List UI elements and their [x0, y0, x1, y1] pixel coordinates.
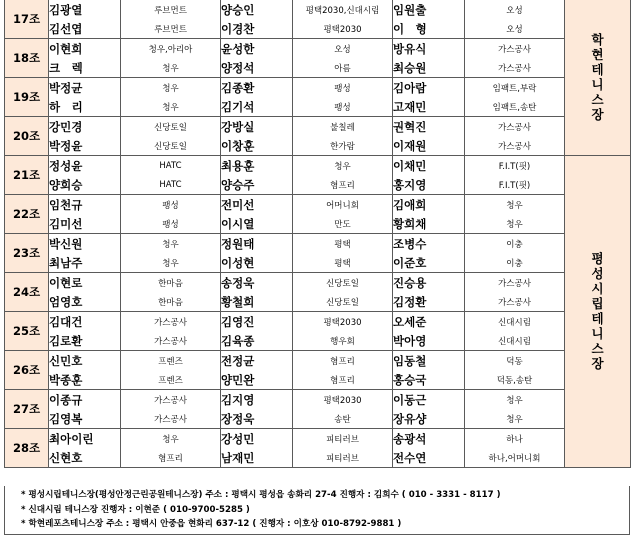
table-row — [5, 390, 631, 410]
player-name: 이재원 — [393, 136, 465, 156]
group-number: 26조 — [5, 351, 49, 390]
player-club: 청우 — [293, 156, 393, 176]
player-name: 김정환 — [393, 292, 465, 312]
table-row — [5, 19, 631, 39]
table-row — [5, 58, 631, 78]
player-club: 하나,어머니회 — [465, 448, 565, 468]
player-name: 이현희 — [49, 39, 121, 59]
player-name: 최용훈 — [221, 156, 293, 176]
player-club: 가스공사 — [465, 292, 565, 312]
player-club: 청우 — [465, 214, 565, 234]
player-club: 행우회 — [293, 331, 393, 351]
player-name: 박정균 — [49, 78, 121, 98]
player-club: 오성 — [293, 39, 393, 59]
player-name: 전미선 — [221, 195, 293, 215]
table-row — [5, 195, 631, 215]
player-club: 신당토일 — [121, 117, 221, 137]
player-club: 혐프리 — [293, 370, 393, 390]
player-club: 하나 — [465, 429, 565, 449]
player-name: 김대건 — [49, 312, 121, 332]
player-club: 덕동 — [465, 351, 565, 371]
player-name: 박종훈 — [49, 370, 121, 390]
player-club: 혐프리 — [121, 448, 221, 468]
table-row — [5, 448, 631, 468]
player-club: 신당토일 — [293, 273, 393, 293]
player-club: 프렌즈 — [121, 351, 221, 371]
player-club: 가스공사 — [465, 58, 565, 78]
player-club: 평택2030 — [293, 19, 393, 39]
group-number: 24조 — [5, 273, 49, 312]
player-name: 전수연 — [393, 448, 465, 468]
player-name: 크 렉 — [49, 58, 121, 78]
group-draw-table — [4, 0, 631, 468]
table-row — [5, 429, 631, 449]
group-number: 28조 — [5, 429, 49, 468]
player-name: 장유샹 — [393, 409, 465, 429]
player-name: 강민경 — [49, 117, 121, 137]
player-name: 김종환 — [221, 78, 293, 98]
player-club: 송탄 — [293, 409, 393, 429]
player-name: 고재민 — [393, 97, 465, 117]
player-club: 가스공사 — [121, 390, 221, 410]
player-name: 양희승 — [49, 175, 121, 195]
player-club: 가스공사 — [465, 136, 565, 156]
group-number: 23조 — [5, 234, 49, 273]
player-name: 이창훈 — [221, 136, 293, 156]
player-club: 팽성 — [293, 97, 393, 117]
table-row — [5, 234, 631, 254]
table-row — [5, 273, 631, 293]
player-name: 양정석 — [221, 58, 293, 78]
player-club: 혐프리 — [293, 175, 393, 195]
player-name: 최아이린 — [49, 429, 121, 449]
player-club: 청우,아리아 — [121, 39, 221, 59]
player-name: 이성현 — [221, 253, 293, 273]
group-number: 22조 — [5, 195, 49, 234]
table-row — [5, 370, 631, 390]
player-club: 청우 — [121, 58, 221, 78]
player-club: 피티러브 — [293, 448, 393, 468]
player-name: 김애희 — [393, 195, 465, 215]
table-row — [5, 331, 631, 351]
venue-label: 학현테니스장 — [591, 32, 604, 122]
player-name: 신민호 — [49, 351, 121, 371]
table-row — [5, 409, 631, 429]
player-club: 팽성 — [121, 195, 221, 215]
player-club: 신대시림 — [465, 331, 565, 351]
player-name: 송정욱 — [221, 273, 293, 293]
player-name: 박신원 — [49, 234, 121, 254]
group-number: 21조 — [5, 156, 49, 195]
player-club: 신대시림 — [465, 312, 565, 332]
player-name: 이시열 — [221, 214, 293, 234]
player-club: 평택 — [293, 234, 393, 254]
player-name: 최남주 — [49, 253, 121, 273]
player-name: 박정윤 — [49, 136, 121, 156]
table-row — [5, 253, 631, 273]
player-club: 피티러브 — [293, 429, 393, 449]
player-name: 권혁진 — [393, 117, 465, 137]
player-name: 윤성한 — [221, 39, 293, 59]
player-club: 팽성 — [293, 78, 393, 98]
venue-label: 평성시립테니스장 — [591, 251, 604, 371]
player-name: 김영진 — [221, 312, 293, 332]
player-club: HATC — [121, 156, 221, 176]
player-club: 임팩트,송탄 — [465, 97, 565, 117]
player-club: 청우 — [121, 234, 221, 254]
player-name: 남재민 — [221, 448, 293, 468]
player-club: 팽성 — [121, 214, 221, 234]
player-club: 만도 — [293, 214, 393, 234]
player-club: 어머니회 — [293, 195, 393, 215]
player-club: 신당토일 — [293, 292, 393, 312]
venue-notes — [4, 486, 630, 535]
player-club: 가스공사 — [121, 312, 221, 332]
player-name: 김아람 — [393, 78, 465, 98]
player-club: 오성 — [465, 0, 565, 19]
table-row — [5, 97, 631, 117]
player-club: 불칠레 — [293, 117, 393, 137]
player-club: F.I.T(핏) — [465, 175, 565, 195]
table-row — [5, 175, 631, 195]
group-number: 19조 — [5, 78, 49, 117]
player-name: 이현로 — [49, 273, 121, 293]
player-name: 강방실 — [221, 117, 293, 137]
table-row — [5, 39, 631, 59]
note-line: * 학현레포츠테니스장 주소 : 평택시 안중읍 현화리 637-12 ( 진행자 : 이호상 010-8792-9881 ) — [21, 519, 402, 529]
player-club: 프렌즈 — [121, 370, 221, 390]
player-club: 가스공사 — [465, 39, 565, 59]
note-line: * 평성시립테니스장(평성안정근린공원테니스장) 주소 : 평택시 평성읍 송화리 27-4 진행자 : 김희수 ( 010 - 3331 - 8117 ) — [21, 490, 501, 500]
player-name: 김광열 — [49, 0, 121, 19]
table-row — [5, 312, 631, 332]
player-name: 이채민 — [393, 156, 465, 176]
note-line: * 신대시림 테니스장 진행자 : 이현준 ( 010-9700-5285 ) — [21, 504, 250, 515]
player-name: 하 리 — [49, 97, 121, 117]
player-name: 양승인 — [221, 0, 293, 19]
player-club: 평택2030 — [293, 312, 393, 332]
player-name: 전정균 — [221, 351, 293, 371]
player-club: 청우 — [465, 195, 565, 215]
player-name: 엄영호 — [49, 292, 121, 312]
player-name: 김로환 — [49, 331, 121, 351]
table-row — [5, 351, 631, 371]
player-club: 청우 — [465, 390, 565, 410]
player-club: 한마음 — [121, 292, 221, 312]
player-name: 이경찬 — [221, 19, 293, 39]
player-name: 오세준 — [393, 312, 465, 332]
player-name: 홍승국 — [393, 370, 465, 390]
player-name: 강성민 — [221, 429, 293, 449]
group-number: 20조 — [5, 117, 49, 156]
player-name: 정원태 — [221, 234, 293, 254]
player-club: 가스공사 — [121, 409, 221, 429]
player-name: 김영복 — [49, 409, 121, 429]
table-row — [5, 292, 631, 312]
player-name: 양승주 — [221, 175, 293, 195]
player-club: 신당토일 — [121, 136, 221, 156]
player-name: 이준호 — [393, 253, 465, 273]
player-club: 청우 — [121, 253, 221, 273]
player-name: 김기석 — [221, 97, 293, 117]
player-club: 청우 — [465, 409, 565, 429]
group-draw-sheet — [4, 0, 630, 468]
player-name: 이종규 — [49, 390, 121, 410]
player-name: 최승원 — [393, 58, 465, 78]
player-name: 임원출 — [393, 0, 465, 19]
group-number: 17조 — [5, 0, 49, 39]
player-club: 평택2030,신대시림 — [293, 0, 393, 19]
player-club: 평택2030 — [293, 390, 393, 410]
player-club: 가스공사 — [465, 117, 565, 137]
group-number: 27조 — [5, 390, 49, 429]
player-name: 임동철 — [393, 351, 465, 371]
player-name: 황철희 — [221, 292, 293, 312]
player-club: 평택 — [293, 253, 393, 273]
player-name: 장정욱 — [221, 409, 293, 429]
player-club: 아름 — [293, 58, 393, 78]
player-name: 정성윤 — [49, 156, 121, 176]
table-row — [5, 214, 631, 234]
player-name: 김육종 — [221, 331, 293, 351]
player-club: 가스공사 — [465, 273, 565, 293]
table-row — [5, 0, 631, 19]
player-name: 양민완 — [221, 370, 293, 390]
player-club: 청우 — [121, 429, 221, 449]
player-name: 방유식 — [393, 39, 465, 59]
player-name: 김선엽 — [49, 19, 121, 39]
group-number: 18조 — [5, 39, 49, 78]
player-club: 가스공사 — [121, 331, 221, 351]
table-row — [5, 156, 631, 176]
player-club: HATC — [121, 175, 221, 195]
venue-name — [565, 0, 631, 156]
player-name: 이동근 — [393, 390, 465, 410]
table-row — [5, 136, 631, 156]
player-name: 임천규 — [49, 195, 121, 215]
player-name: 이 형 — [393, 19, 465, 39]
player-club: 임팩트,부락 — [465, 78, 565, 98]
player-name: 신현호 — [49, 448, 121, 468]
player-name: 박아영 — [393, 331, 465, 351]
player-club: 오성 — [465, 19, 565, 39]
player-club: 루브먼트 — [121, 0, 221, 19]
player-name: 진승용 — [393, 273, 465, 293]
player-name: 김미선 — [49, 214, 121, 234]
table-row — [5, 117, 631, 137]
player-club: 이충 — [465, 253, 565, 273]
player-club: F.I.T(핏) — [465, 156, 565, 176]
player-name: 송광석 — [393, 429, 465, 449]
player-name: 황희채 — [393, 214, 465, 234]
player-name: 홍지영 — [393, 175, 465, 195]
player-name: 김지영 — [221, 390, 293, 410]
player-club: 루브먼트 — [121, 19, 221, 39]
player-club: 청우 — [121, 78, 221, 98]
player-club: 이충 — [465, 234, 565, 254]
player-club: 혐프리 — [293, 351, 393, 371]
group-number: 25조 — [5, 312, 49, 351]
player-name: 조병수 — [393, 234, 465, 254]
player-club: 청우 — [121, 97, 221, 117]
table-row — [5, 78, 631, 98]
player-club: 한마음 — [121, 273, 221, 293]
player-club: 덕동,송탄 — [465, 370, 565, 390]
player-club: 한가람 — [293, 136, 393, 156]
venue-name — [565, 156, 631, 468]
